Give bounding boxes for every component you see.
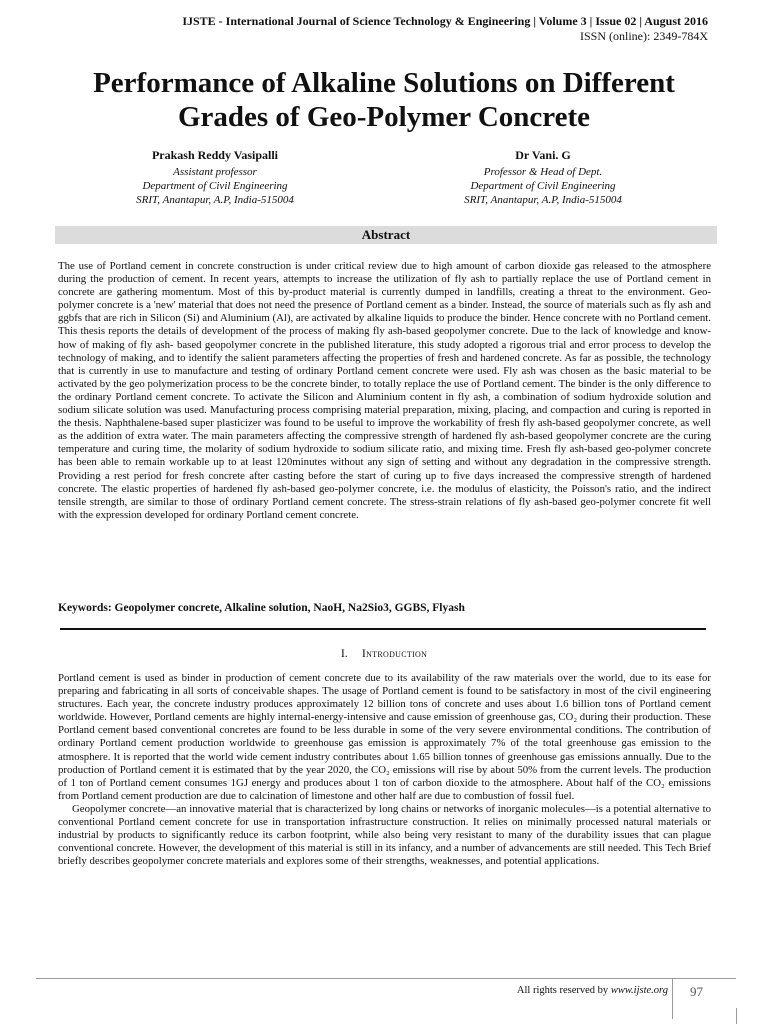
author-name: Prakash Reddy Vasipalli xyxy=(151,148,279,162)
section-title: Introduction xyxy=(361,646,428,660)
author-1 xyxy=(80,148,350,207)
journal-issn: ISSN (online): 2349-784X xyxy=(580,29,708,43)
author-institution: SRIT, Anantapur, A.P, India-515004 xyxy=(136,194,294,206)
title-line-2: Grades of Geo-Polymer Concrete xyxy=(177,101,591,133)
abstract-text: The use of Portland cement in concrete construction is under critical review due to high amount of carbon dioxide gas released to the atmosphere during the production of cement. In recent years, attempts to increase the utilization of fly ash to partially replace the use of Portland cement in concrete are gathering momentum. Most of this by-product material is currently dumped in landfills, creating a threat to the environment. Geo-polymer concrete is a 'new' material that does not need the presence of Portland cement as a binder. Instead, the source of materials such as fly ash and ggbfs that are rich in Silicon (Si) and Aluminium (Al), are activated by alkaline liquids to produce the binder. Hence concrete with no Portland cement. This thesis reports the details of development of the process of making fly ash-based geopolymer concrete. Due to the lack of knowledge and know-how of making of fly ash- based geopolymer concrete in the published literature, this study adopted a rigorous trial and error process to develop the technology of making, and to identify the salient parameters affecting the properties of fresh and hardened concrete. As far as possible, the technology that is currently in use to manufacture and testing of ordinary Portland cement concrete were used. Fly ash was chosen as the basic material to be activated by the geo polymerization process to be the concrete binder, to totally replace the use of Portland cement. The binder is the only difference to the ordinary Portland cement concrete. To activate the Silicon and Aluminium content in fly ash, a combination of sodium hydroxide solution and sodium silicate solution was used. Manufacturing process comprising material preparation, mixing, placing, and compaction and curing is reported in the thesis. Naphthalene-based super plasticizer was found to be useful to improve the workability of fresh fly ash-based geopolymer concrete, as well as the addition of extra water. The main parameters affecting the compressive strength of hardened fly ash-based geopolymer concrete are the curing temperature and curing time, the molarity of sodium hydroxide to sodium silicate ratio, and mixing time. Fresh fly ash-based geo-polymer concrete has been able to remain workable up to at least 120minutes without any sign of setting and without any degradation in the compressive strength. Providing a rest period for fresh concrete after casting before the start of curing up to five days increased the compressive strength of hardened concrete. The elastic properties of hardened fly ash-based geo-polymer concrete, i.e. the modulus of elasticity, the Poisson's ratio, and the indirect tensile strength, are similar to those of ordinary Portland cement concrete. The stress-strain relations of fly ash-based geo-polymer concrete fit well with the expression developed for ordinary Portland cement concrete. xyxy=(58,260,711,521)
abstract-heading: Abstract xyxy=(55,226,717,244)
title-line-1: Performance of Alkaline Solutions on Different xyxy=(93,67,675,99)
section-heading xyxy=(0,646,768,660)
journal-citation: IJSTE - International Journal of Science Technology & Engineering | Volume 3 | Issue 02 | August 2016 xyxy=(182,14,708,28)
section-number: I. xyxy=(340,646,348,660)
author-department: Department of Civil Engineering xyxy=(470,180,616,192)
author-position: Assistant professor xyxy=(173,166,257,178)
section-divider xyxy=(60,628,706,630)
page-number-separator xyxy=(672,979,673,1019)
author-institution: SRIT, Anantapur, A.P, India-515004 xyxy=(464,194,622,206)
keywords: Keywords: Geopolymer concrete, Alkaline solution, NaoH, Na2Sio3, GGBS, Flyash xyxy=(58,602,465,614)
author-name: Dr Vani. G xyxy=(515,148,571,162)
footer-website-link[interactable]: www.ijste.org xyxy=(610,985,668,996)
introduction-body xyxy=(58,672,711,868)
footer-rights-text: All rights reserved by xyxy=(516,985,609,996)
author-position: Professor & Head of Dept. xyxy=(483,166,603,178)
corner-separator xyxy=(736,1008,737,1024)
page-number: 97 xyxy=(690,984,703,999)
journal-header xyxy=(182,14,708,44)
author-department: Department of Civil Engineering xyxy=(142,180,288,192)
paragraph-2: Geopolymer concrete—an innovative material that is characterized by long chains or networks of inorganic molecules—is a potential alternative to conventional Portland cement concrete for use in transportation infrastructure construction. It relies on minimally processed natural materials or industrial by products to significantly reduce its carbon footprint, while also being very resistant to many of the durability issues that can plague conventional concrete. However, the development of this material is still in its infancy, and a number of advancements are still needed. This Tech Brief briefly describes geopolymer concrete materials and explores some of their strengths, weaknesses, and potential applications. xyxy=(58,802,711,868)
author-2 xyxy=(408,148,678,207)
footer-rights xyxy=(517,984,668,998)
authors-block xyxy=(0,148,768,212)
paragraph-1: Portland cement is used as binder in production of cement concrete due to its availability of the raw materials over the world, due to its ease for preparing and fabricating in all sorts of conceivable shapes. The usage of Portland cement is found to be satisfactory in most of the civil engineering structures. Each year, the concrete industry produces approximately 12 billion tons of concrete and uses about 1.6 billion tons of Portland cement worldwide. However, Portland cements are highly internal-energy-intensive and cause emission of greenhouse gas, CO₂ during their production. These Portland cement based conventional concretes are found to be less durable in some of the very severe environmental conditions. The contribution of ordinary Portland cement production worldwide to greenhouse gas emission is approximately 7% of the total greenhouse gas emission to the atmosphere. It is reported that the world wide cement industry contributes about 1.65 billion tonnes of greenhouse gas emissions annually. Due to the production of Portland cement it is estimated that by the year 2020, the CO₂ emissions will rise by about 50% from the current levels. The production of 1 ton of Portland cement consumes 1GJ energy and produces about 1 ton of carbon dioxide to the atmosphere. About half of the CO₂ emissions from Portland cement production are due to calcination of limestone and other half are due to combustion of fossil fuel. xyxy=(58,672,711,802)
paper-title xyxy=(0,66,768,134)
footer-divider xyxy=(36,978,736,979)
